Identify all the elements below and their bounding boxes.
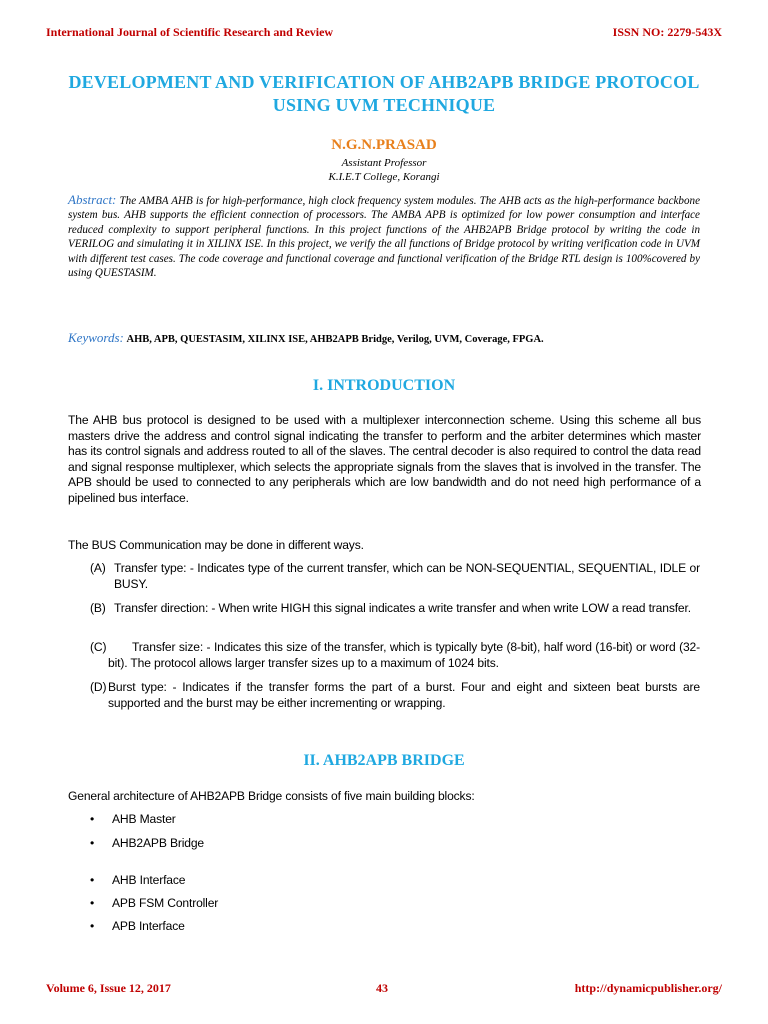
bullet-icon: • (90, 873, 95, 887)
list-item-text: Transfer size: - Indicates this size of the transfer, which is typically byte (8-bit), half word (16-bit) or word (32-bit). The protocol allows larger transfer sizes up to a maximum of 1024 bits. (108, 640, 700, 670)
keywords-text: AHB, APB, QUESTASIM, XILINX ISE, AHB2APB Bridge, Verilog, UVM, Coverage, FPGA. (126, 334, 544, 345)
abstract (68, 193, 700, 280)
volume-issue: Volume 6, Issue 12, 2017 (46, 981, 171, 995)
architecture-intro: General architecture of AHB2APB Bridge consists of five main building blocks: (68, 789, 475, 803)
bullet-text: AHB Master (112, 812, 176, 826)
list-item (90, 561, 700, 592)
journal-name: International Journal of Scientific Research and Review (46, 25, 334, 39)
bullet-icon: • (90, 836, 95, 850)
bus-communication-line: The BUS Communication may be done in different ways. (68, 538, 364, 552)
bullet-text: AHB Interface (112, 873, 186, 887)
author-name: N.G.N.PRASAD (331, 137, 437, 153)
keywords (68, 330, 708, 346)
abstract-text: The AMBA AHB is for high-performance, high clock frequency system modules. The AHB acts as the high-performance backbone system bus. AHB supports the efficient connection of processors. The AMBA APB is optimized for low power consumption and interface reduced complexity to support peripheral functions. In this project functions of the AHB2APB Bridge protocol by writing the code in VERILOG and simulating it in XILINX ISE. In this project, we verify the all functions of Bridge protocol by writing verification code in UVM with different test cases. The code coverage and functional coverage and functional verification of the Bridge RTL design is 100%covered by using QUESTASIM. (68, 195, 700, 280)
list-item-label: (A) (90, 561, 106, 575)
page-number: 43 (376, 981, 388, 995)
list-item (90, 640, 700, 671)
bullet-text: APB Interface (112, 919, 185, 933)
list-item-text: Transfer direction: - When write HIGH this signal indicates a write transfer and when write LOW a read transfer. (114, 601, 691, 615)
section-heading-bridge: II. AHB2APB BRIDGE (303, 752, 465, 769)
list-item-text: Transfer type: - Indicates type of the current transfer, which can be NON-SEQUENTIAL, SEQUENTIAL, IDLE or BUSY. (114, 561, 700, 591)
list-item-label: (B) (90, 601, 106, 615)
author-college: K.I.E.T College, Korangi (328, 171, 440, 183)
list-item (90, 601, 700, 617)
list-item-label: (C) (90, 640, 107, 654)
issn: ISSN NO: 2279-543X (612, 25, 722, 39)
bullet-item (90, 836, 204, 852)
publisher-url[interactable]: http://dynamicpublisher.org/ (574, 981, 722, 995)
bullet-icon: • (90, 919, 95, 933)
bullet-item (90, 812, 176, 828)
list-item (90, 680, 700, 711)
paper-title: DEVELOPMENT AND VERIFICATION OF AHB2APB BRIDGE PROTOCOL USING UVM TECHNIQUE (68, 72, 700, 115)
bullet-item (90, 873, 185, 889)
bullet-icon: • (90, 812, 95, 826)
bullet-text: APB FSM Controller (112, 896, 219, 910)
bullet-icon: • (90, 896, 95, 910)
abstract-label: Abstract: (68, 192, 117, 207)
bullet-item (90, 919, 185, 935)
keywords-label: Keywords: (68, 330, 124, 345)
intro-paragraph: The AHB bus protocol is designed to be used with a multiplexer interconnection scheme. Using this scheme all bus masters drive the address and control signal indicating the transfer to perform and the arbiter determines which master has its control signals and address routed to all of the slaves. The central decoder is also required to control the data read and signal response multiplexer, which selects the appropriate signals from the slaves that is involved in the transfer. The APB should be used to connected to any peripherals which are low bandwidth and do not need high performance of a pipelined bus interface. (68, 413, 701, 505)
list-item-text: Burst type: - Indicates if the transfer forms the part of a burst. Four and eight and sixteen beat bursts are supported and the burst may be either incrementing or wrapping. (108, 680, 700, 710)
list-item-label: (D) (90, 680, 107, 694)
bullet-item (90, 896, 218, 912)
section-heading-introduction: I. INTRODUCTION (312, 377, 456, 394)
bullet-text: AHB2APB Bridge (112, 836, 205, 850)
author-position: Assistant Professor (341, 157, 427, 169)
